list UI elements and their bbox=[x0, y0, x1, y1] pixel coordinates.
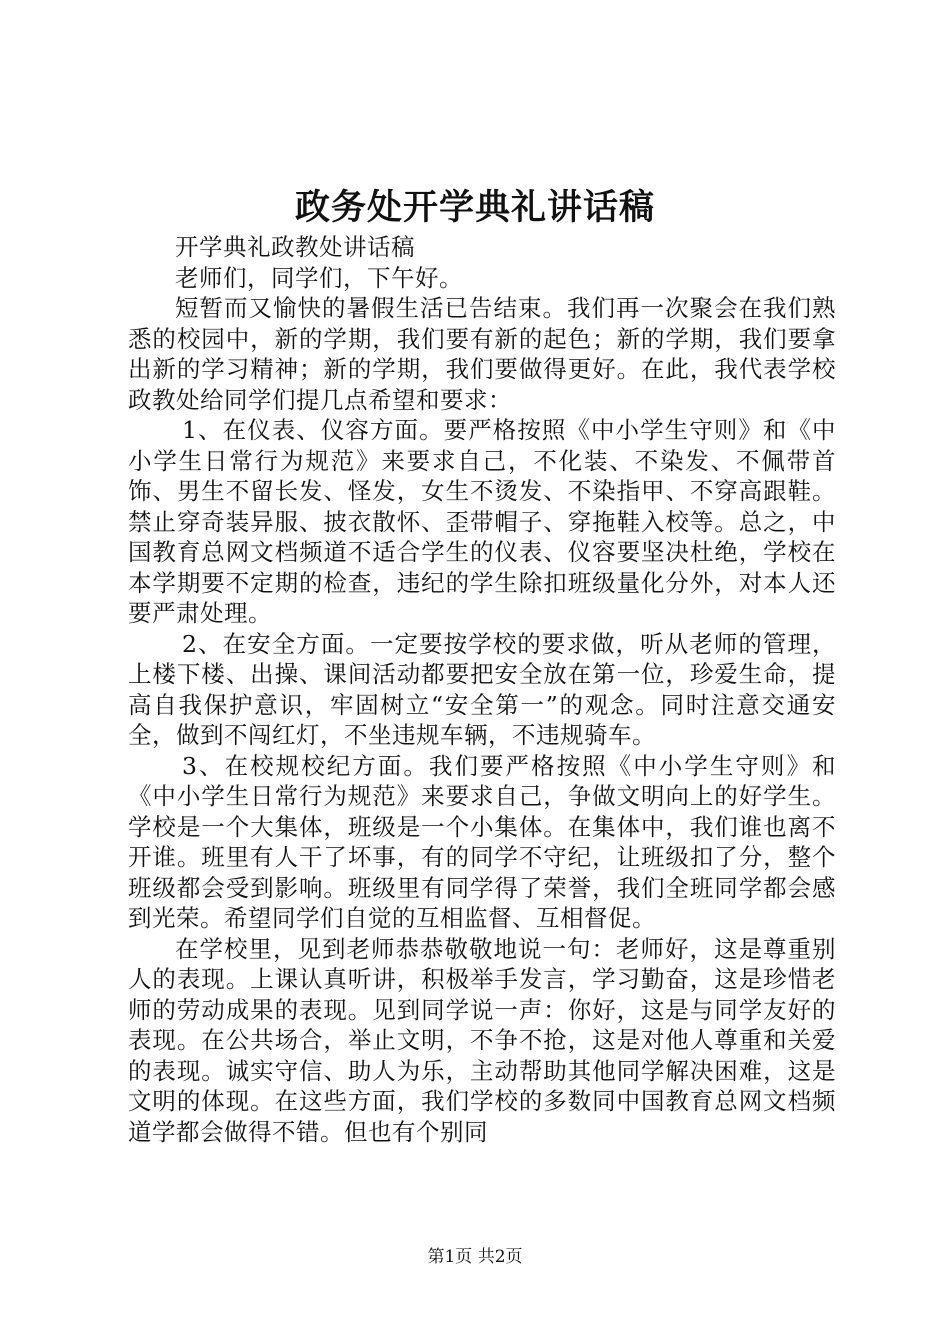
paragraph-discipline: 3、在校规校纪方面。我们要严格按照《中小学生守则》和《中小学生日常行为规范》来要求自己，争做文明向上的好学生。学校是一个大集体，班级是一个小集体。在集体中，我们谁也离不开谁。班里有人干了坏事，有的同学不守纪，让班级扣了分，整个班级都会受到影响。班级里有同学得了荣誉，我们全班同学都会感到光荣。希望同学们自觉的互相监督、互相督促。 bbox=[128, 751, 836, 932]
paragraph-safety: 2、在安全方面。一定要按学校的要求做，听从老师的管理，上楼下楼、出操、课间活动都要把安全放在第一位，珍爱生命，提高自我保护意识，牢固树立“安全第一”的观念。同时注意交通安全，做到不闯红灯，不坐违规车辆，不违规骑车。 bbox=[128, 629, 836, 749]
paragraph-appearance: 1、在仪表、仪容方面。要严格按照《中小学生守则》和《中小学生日常行为规范》来要求自己，不化装、不染发、不佩带首饰、男生不留长发、怪发，女生不烫发、不染指甲、不穿高跟鞋。禁止穿奇装异服、披衣散怀、歪带帽子、穿拖鞋入校等。总之，中国教育总网文档频道不适合学生的仪表、仪容要坚决杜绝，学校在本学期要不定期的检查，违纪的学生除扣班级量化分外，对本人还要严肃处理。 bbox=[128, 416, 836, 627]
paragraph-intro: 短暂而又愉快的暑假生活已告结束。我们再一次聚会在我们熟悉的校园中，新的学期，我们要有新的起色；新的学期，我们要拿出新的学习精神；新的学期，我们要做得更好。在此，我代表学校政教处给同学们提几点希望和要求： bbox=[128, 294, 836, 414]
paragraph-subtitle: 开学典礼政教处讲话稿 bbox=[175, 233, 415, 261]
page-number: 第1页 共2页 bbox=[427, 1247, 523, 1267]
paragraph-greeting: 老师们，同学们，下午好。 bbox=[175, 263, 463, 292]
paragraph-manners: 在学校里，见到老师恭恭敬敬地说一句：老师好，这是尊重别人的表现。上课认真听讲，积极举手发言，学习勤奋，这是珍惜老师的劳动成果的表现。见到同学说一声：你好，这是与同学友好的表现。在公共场合，举止文明，不争不抢，这是对他人尊重和关爱的表现。诚实守信、助人为乐，主动帮助其他同学解决困难，这是文明的体现。在这些方面，我们学校的多数同中国教育总网文档频道学都会做得不错。但也有个别同 bbox=[128, 934, 836, 1146]
document-title: 政务处开学典礼讲话稿 bbox=[294, 187, 655, 228]
document-body bbox=[128, 232, 836, 1147]
